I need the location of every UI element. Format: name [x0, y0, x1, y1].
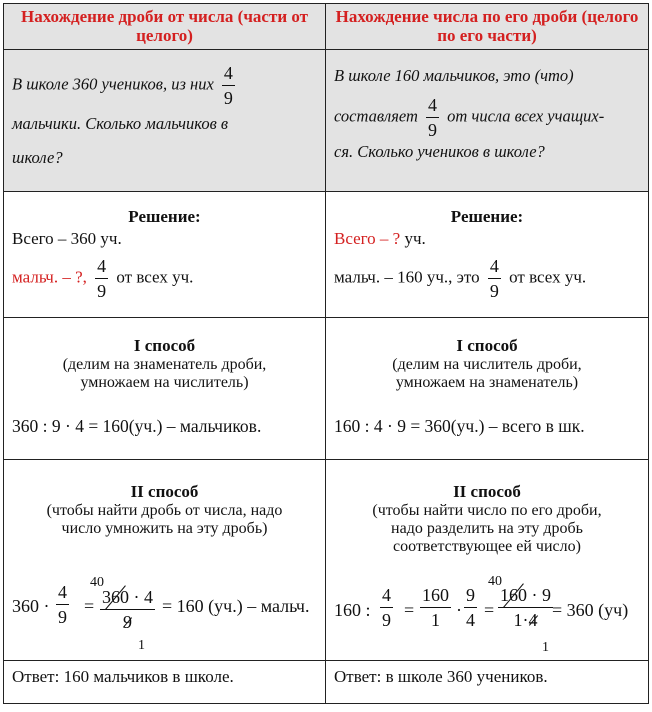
method1-left-calc: 360 : 9 · 4 = 160(уч.) – мальчиков.: [12, 416, 262, 436]
cancelled-number: 360: [102, 587, 129, 607]
method1-right-desc2: умножаем на знаменатель): [395, 374, 579, 391]
cancelled-number: 9: [123, 612, 132, 632]
solution-right-unknown: Всего – ?: [334, 229, 401, 248]
solution-row: [4, 192, 649, 318]
method2-right-result: = 360 (уч): [552, 600, 629, 620]
fraction-denominator: 9: [428, 120, 438, 140]
method2-row: [4, 460, 649, 661]
solution-title: Решение:: [128, 207, 201, 226]
fraction-numerator: 4: [95, 257, 108, 279]
fraction: [56, 583, 69, 626]
method1-left-desc2: умножаем на числитель): [80, 374, 249, 391]
fraction-numerator: 4: [380, 586, 393, 608]
header-right: Нахождение числа по его дроби (целого по его части): [326, 4, 649, 50]
problem-right-line1: В школе 160 мальчиков, это (что): [334, 66, 574, 85]
answer-right-text: Ответ: в школе 360 учеников.: [334, 667, 548, 686]
equals-sign: =: [84, 596, 95, 616]
method1-row: [4, 318, 649, 460]
problem-left: [4, 50, 326, 192]
answer-left: [4, 661, 326, 704]
fraction-numerator: 4: [426, 96, 439, 118]
fraction: [464, 586, 477, 629]
cancel-below: 1: [542, 640, 549, 655]
fraction-denominator: 9: [223, 88, 233, 108]
method1-right: [326, 318, 649, 460]
header-row: [4, 4, 649, 50]
method1-left: [4, 318, 326, 460]
problem-left-line2: мальчики. Сколько мальчиков в: [12, 114, 229, 133]
cancelled-number: 4: [528, 610, 538, 630]
cancel-above: 40: [90, 575, 104, 590]
solution-right-unit: уч.: [404, 229, 426, 248]
method2-right-desc3: соответствующее ей число): [393, 538, 581, 555]
fraction-denominator: 9: [97, 281, 107, 301]
method2-left-result: = 160 (уч.) – мальч.: [162, 596, 310, 616]
fraction: [95, 257, 108, 300]
problem-right: [326, 50, 649, 192]
cancel-above: 40: [488, 574, 502, 589]
answer-left-text: Ответ: 160 мальчиков в школе.: [12, 667, 234, 686]
big-num-rest: · 4: [133, 587, 153, 607]
method2-title: II способ: [130, 482, 199, 501]
fraction-numerator: 4: [222, 64, 235, 86]
method2-left-desc1: (чтобы найти дробь от числа, надо: [46, 502, 283, 519]
solution-right-before: мальч. – 160 уч., это: [334, 267, 480, 287]
problem-right-text: составляет: [334, 106, 418, 126]
big-fraction: [498, 586, 553, 629]
header-left: Нахождение дроби от числа (части от целого): [4, 4, 326, 50]
answer-row: [4, 661, 649, 704]
problem-right-text-after: от числа всех учащих-: [447, 106, 605, 126]
solution-left-unknown: мальч. – ?,: [12, 267, 87, 287]
method1-right-desc1: (делим на числитель дроби,: [392, 356, 582, 373]
solution-left-line1: Всего – 360 уч.: [12, 229, 122, 248]
fraction-denominator: 9: [489, 281, 499, 301]
method2-right: [326, 460, 649, 661]
fraction-numerator: 9: [464, 586, 477, 608]
equals-sign: =: [484, 600, 495, 620]
fraction-denominator: 9: [58, 607, 67, 627]
fraction-numerator: 4: [488, 257, 501, 279]
fraction-denominator: 1: [431, 610, 440, 630]
comparison-table: [3, 3, 649, 704]
big-num-rest: · 9: [531, 585, 551, 605]
fraction: [488, 257, 501, 300]
fraction: [380, 586, 393, 629]
method2-title: II способ: [453, 482, 521, 501]
method2-left-desc2: число умножить на эту дробь): [61, 520, 268, 537]
method1-right-calc: 160 : 4 · 9 = 360(уч.) – всего в шк.: [334, 416, 585, 436]
multiply-dot: ·: [456, 600, 462, 620]
solution-right-after: от всех уч.: [509, 267, 587, 287]
equals-sign: =: [404, 600, 415, 620]
fraction-numerator: 4: [56, 583, 69, 605]
solution-left: [4, 192, 326, 318]
problem-row: [4, 50, 649, 192]
cancelled-number: 160: [500, 585, 527, 605]
solution-right: [326, 192, 649, 318]
fraction-denominator: 4: [466, 610, 475, 630]
cancel-below: 1: [138, 638, 145, 653]
problem-left-text: В школе 360 учеников, из них: [12, 74, 214, 94]
fraction: [420, 586, 451, 629]
big-fraction: [100, 588, 155, 631]
problem-left-line3: школе?: [12, 148, 63, 167]
problem-right-line3: ся. Сколько учеников в школе?: [334, 142, 545, 161]
method1-title: I способ: [456, 336, 518, 355]
fraction: [426, 96, 439, 139]
method2-right-desc1: (чтобы найти число по его дроби,: [372, 502, 602, 519]
solution-title: Решение:: [450, 207, 524, 226]
method2-left: [4, 460, 326, 661]
big-den-rest: 1·: [513, 610, 529, 630]
method1-left-desc1: (делим на знаменатель дроби,: [62, 356, 267, 373]
fraction: [222, 64, 235, 107]
method2-right-desc2: надо разделить на эту дробь: [391, 520, 583, 537]
fraction-denominator: 9: [382, 610, 391, 630]
method2-left-lead: 360 ·: [12, 596, 50, 616]
method2-right-lead: 160 :: [334, 600, 371, 620]
solution-left-after: от всех уч.: [116, 267, 194, 287]
fraction-numerator: 160: [420, 586, 451, 608]
answer-right: [326, 661, 649, 704]
method1-title: I способ: [133, 336, 196, 355]
